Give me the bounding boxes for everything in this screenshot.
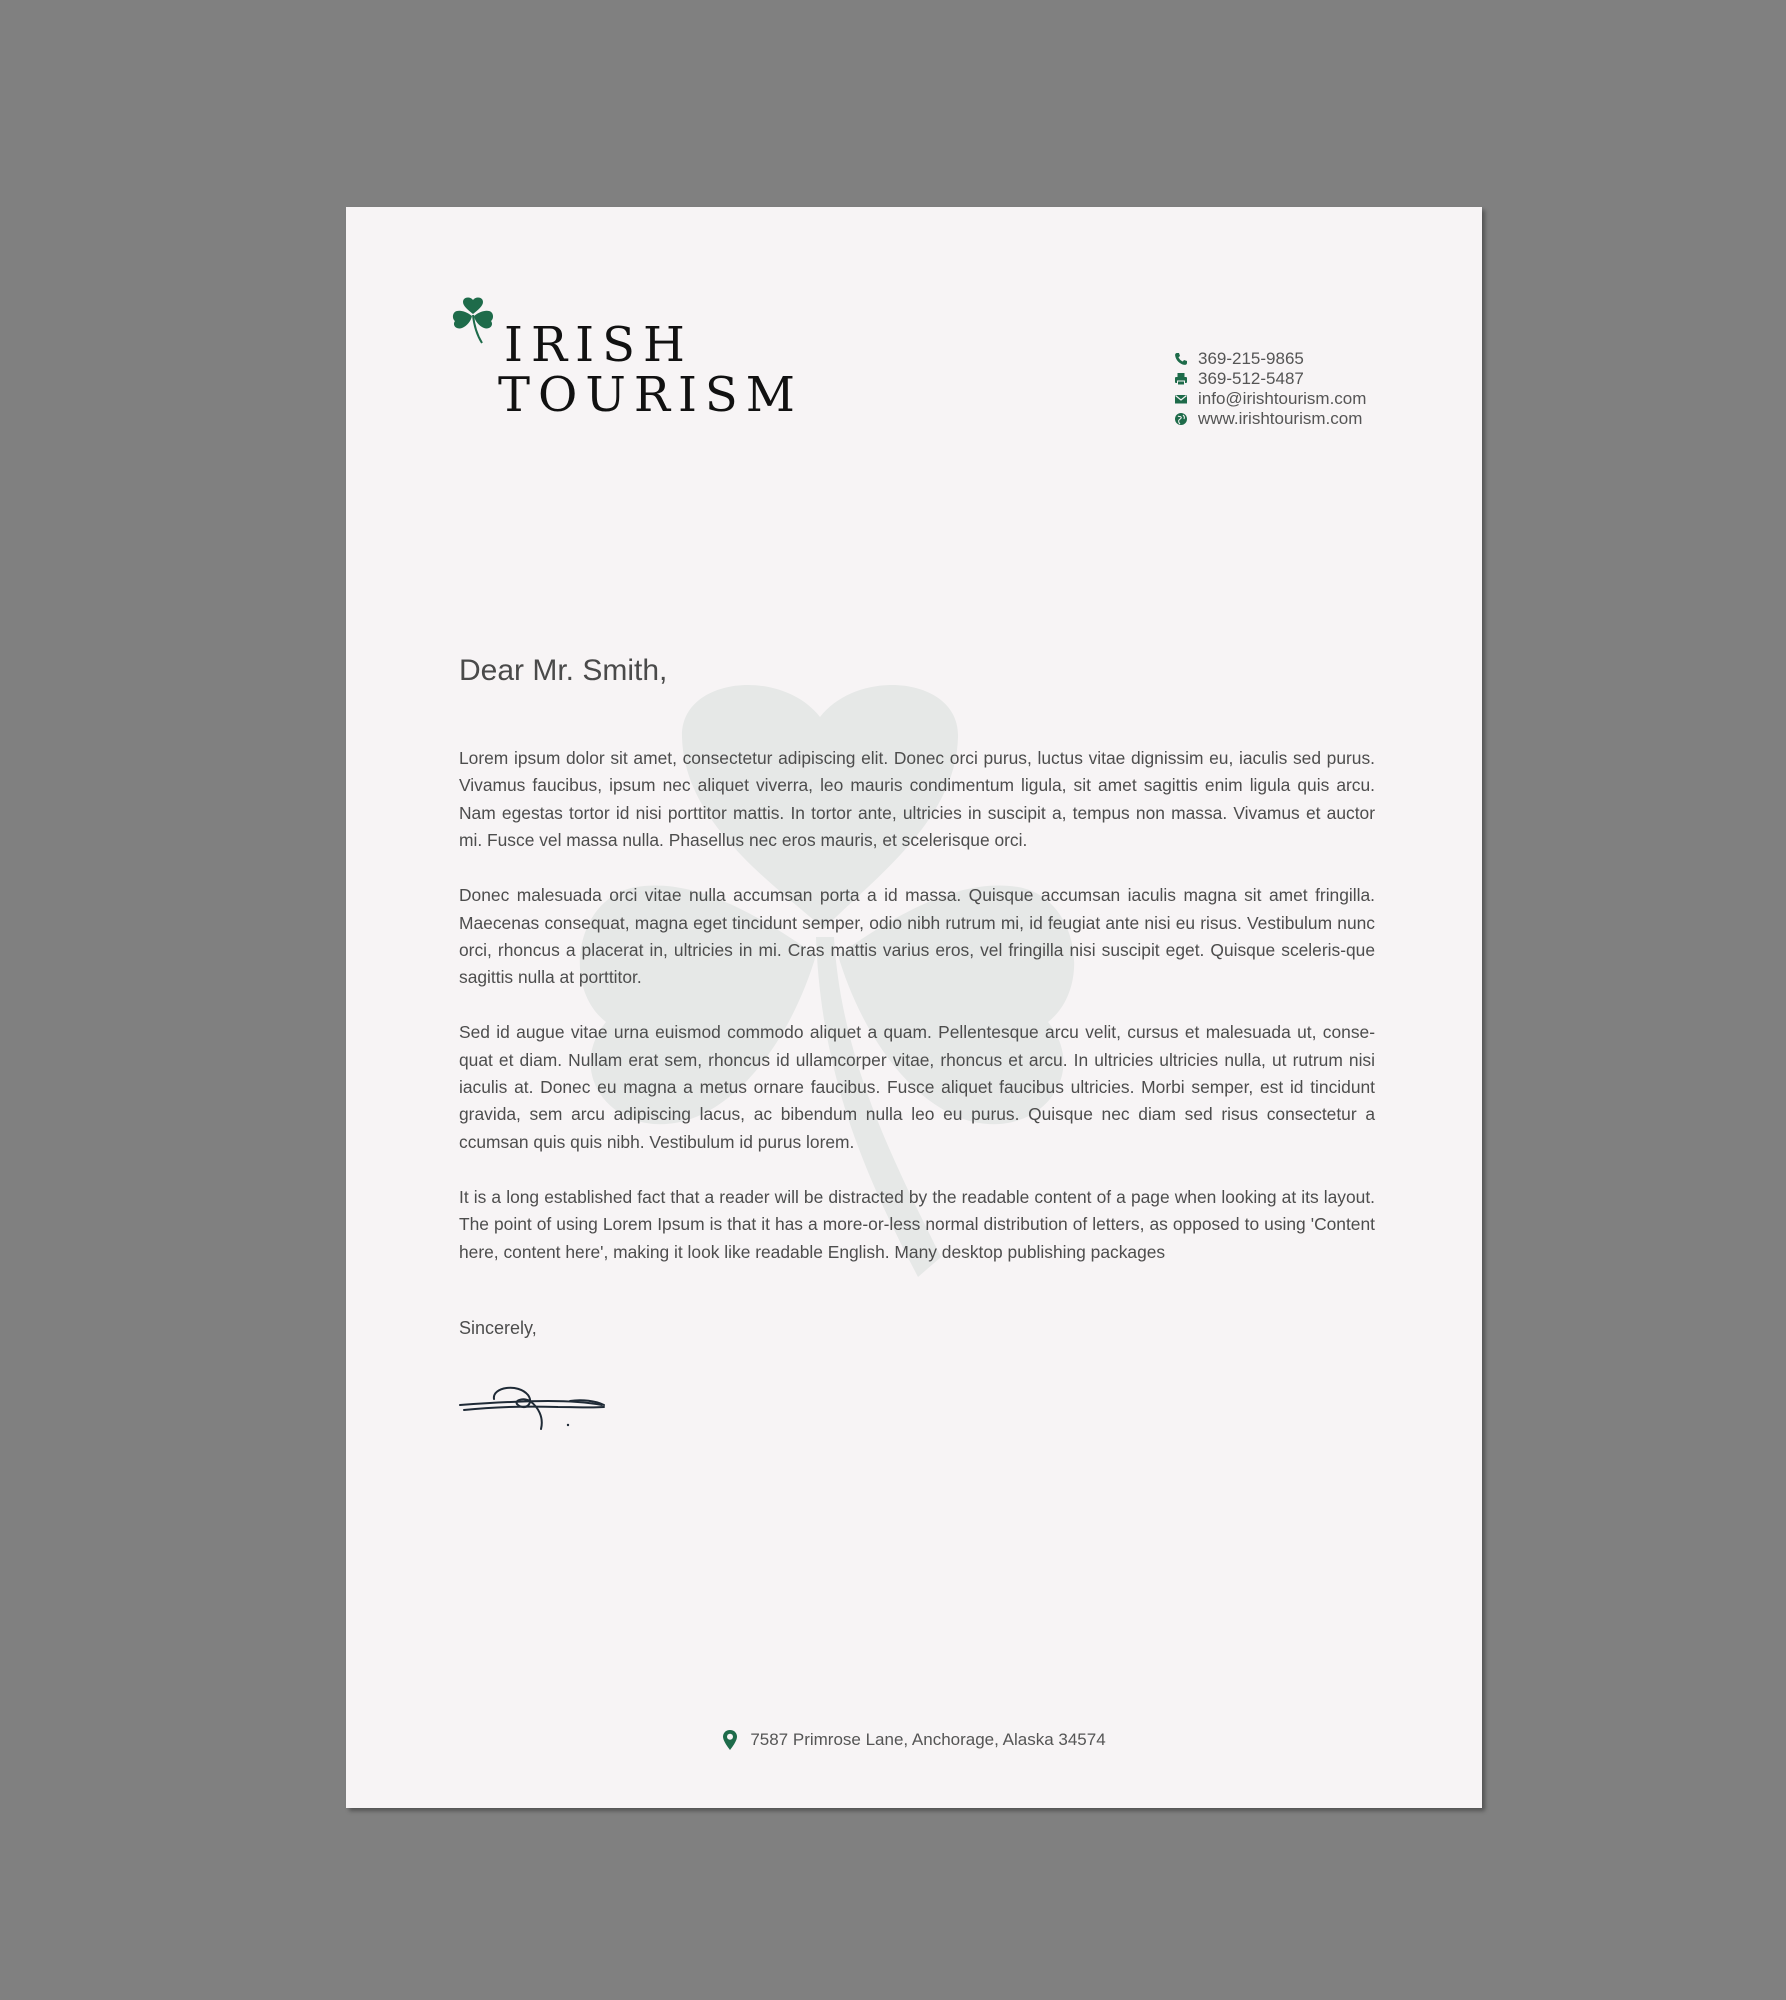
handwritten-signature: [458, 1377, 608, 1447]
phone-icon: [1174, 352, 1188, 366]
letter-paragraph-4: It is a long established fact that a reader will be distracted by the readable content of a page when looking at its layout. The point of using Lorem Ipsum is that it has a more-or-less normal distribution of letters, as opposed to using 'Content here, content here', making it look like readable English. Many desktop publishing packages: [459, 1186, 1375, 1262]
brand-name-line2: TOURISM: [498, 367, 803, 423]
letter-closing: Sincerely,: [459, 1318, 537, 1338]
letter-body: [459, 745, 1375, 1294]
address-text: 7587 Primrose Lane, Anchorage, Alaska 34574: [750, 1730, 1106, 1749]
letter-paragraph-3: Sed id augue vitae urna euismod commodo aliquet a quam. Pellentesque arcu velit, cursus et malesuada ut, conse-quat et diam. Nullam erat sem, rhoncus id ullamcorper vitae, rhoncus et arcu. In ultricies ultricies nulla, ut rutrum nisi iaculis at. Donec eu magna a metus ornare faucibus. Fusce aliquet faucibus ultricies. Morbi semper, est id tincidunt gravida, sem arcu adipiscing lacus, ac bibendum nulla leo eu purus. Quisque nec diam sed risus consectetur a ccumsan quis quis nibh. Vestibulum id purus lorem.: [459, 1022, 1375, 1152]
letter-paragraph-1: Lorem ipsum dolor sit amet, consectetur adipiscing elit. Donec orci purus, luctus vitae dignissim eu, iaculis sed purus. Vivamus faucibus, ipsum nec aliquet viverra, leo mauris condimentum ligula, sit amet sagittis enim ligula quis arcu. Nam egestas tortor id nisi porttitor mattis. In tortor ante, ultricies in suscipit a, tempus non massa. Vivamus et auctor mi. Fusce vel massa nulla. Phasellus nec eros mauris, et scelerisque orci.: [459, 748, 1375, 851]
letterhead-page: [346, 207, 1482, 1808]
website-url[interactable]: www.irishtourism.com: [1198, 409, 1363, 428]
contact-phone: [1174, 349, 1434, 369]
fax-number[interactable]: 369-512-5487: [1198, 369, 1304, 388]
letter-salutation: Dear Mr. Smith,: [459, 654, 668, 687]
fax-icon: [1174, 372, 1188, 386]
contact-website: [1174, 409, 1434, 429]
globe-icon: [1174, 412, 1188, 426]
brand-name-line1: IRISH: [504, 317, 693, 373]
footer-address: [346, 1729, 1482, 1751]
contact-email: [1174, 389, 1434, 409]
brand-logo: [452, 297, 802, 447]
phone-number[interactable]: 369-215-9865: [1198, 349, 1304, 368]
contact-fax: [1174, 369, 1434, 389]
contact-info: [1174, 349, 1434, 429]
email-address[interactable]: info@irishtourism.com: [1198, 389, 1367, 408]
mail-icon: [1174, 392, 1188, 406]
letter-paragraph-2: Donec malesuada orci vitae nulla accumsan porta a id massa. Quisque accumsan iaculis magna sit amet fringilla. Maecenas consequat, magna eget tincidunt semper, odio nibh rutrum mi, id feugiat ante nisi eu risus. Vestibulum nunc orci, rhoncus a placerat in, ultricies in mi. Cras mattis varius eros, vel fringilla nisi suscipit eget. Quisque sceleris-que sagittis nulla at porttitor.: [459, 885, 1375, 988]
shamrock-icon: [452, 297, 496, 345]
location-pin-icon: [722, 1729, 738, 1751]
